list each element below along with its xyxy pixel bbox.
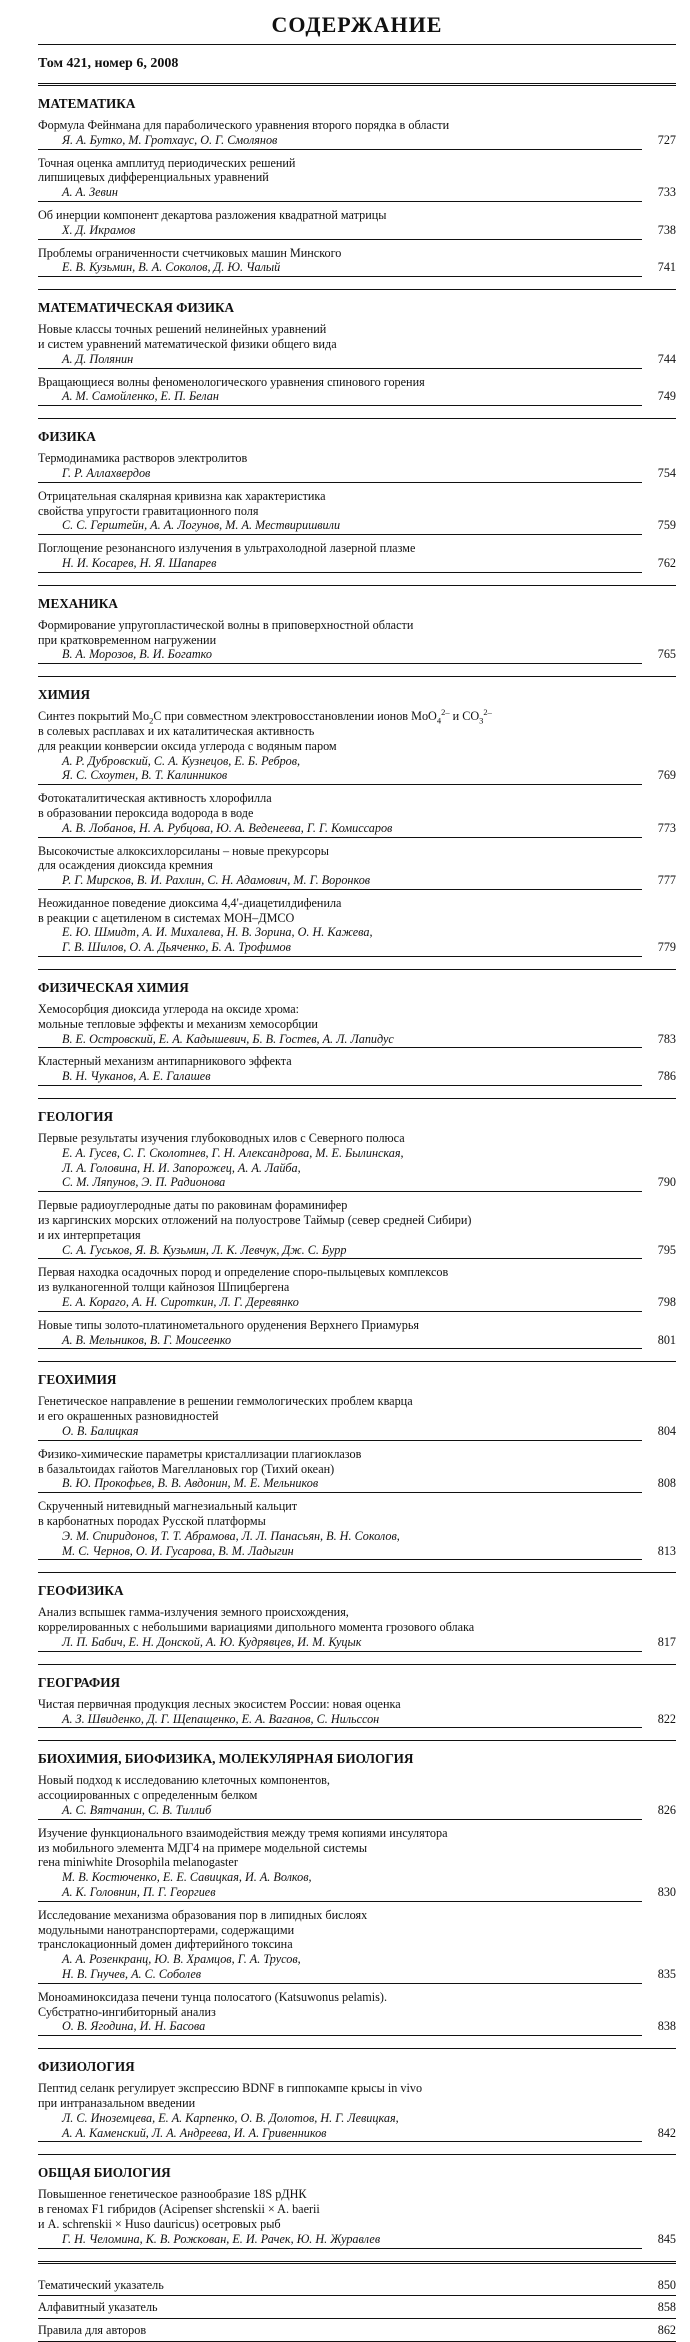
page-number[interactable]: 801 bbox=[657, 1332, 676, 1347]
page-number[interactable]: 738 bbox=[657, 222, 676, 237]
page-number[interactable]: 835 bbox=[657, 1966, 676, 1981]
article-authors: Я. А. Бутко, М. Гротхаус, О. Г. Смолянов bbox=[38, 133, 642, 150]
article-title[interactable]: Новые типы золото-платинометального оруденения Верхнего Приамурья bbox=[38, 1317, 420, 1332]
article-authors: Е. Ю. Шмидт, А. И. Михалева, Н. В. Зорина, О. Н. Кажева, Г. В. Шилов, О. А. Дьяченко, Б. А. Трофимов bbox=[38, 925, 642, 957]
page-number[interactable]: 765 bbox=[657, 647, 676, 662]
toc-section bbox=[38, 1741, 676, 2049]
article-title[interactable]: Вращающиеся волны феноменологического уравнения спинового горения bbox=[38, 374, 425, 389]
toc-entry[interactable] bbox=[38, 1447, 676, 1493]
article-title[interactable]: Формирование упругопластической волны в приповерхностной области при кратковременном нагружении bbox=[38, 617, 414, 647]
toc-entry[interactable] bbox=[38, 1002, 676, 1048]
page-number[interactable]: 808 bbox=[657, 1476, 676, 1491]
page-number[interactable]: 826 bbox=[657, 1802, 676, 1817]
toc-section bbox=[38, 1362, 676, 1573]
index-label: Правила для авторов bbox=[38, 2323, 147, 2338]
toc-entry[interactable] bbox=[38, 618, 676, 664]
index-label: Алфавитный указатель bbox=[38, 2300, 158, 2315]
article-title[interactable]: Кластерный механизм антипарникового эффекта bbox=[38, 1054, 292, 1069]
article-authors: А. М. Самойленко, Е. П. Белан bbox=[38, 389, 642, 406]
toc-entry[interactable] bbox=[38, 489, 676, 535]
page-number[interactable]: 845 bbox=[657, 2231, 676, 2246]
article-title[interactable]: Поглощение резонансного излучения в ультрахолодной лазерной плазме bbox=[38, 541, 416, 556]
article-authors: А. Д. Полянин bbox=[38, 352, 642, 369]
article-authors: Е. А. Гусев, С. Г. Сколотнев, Г. Н. Александрова, М. Е. Былинская, Л. А. Головина, Н. И. Запорожец, А. А. Лайба, С. М. Ляпунов, Э. П. Радионова bbox=[38, 1146, 642, 1192]
toc-entry[interactable] bbox=[38, 709, 676, 785]
article-authors: Л. С. Иноземцева, Е. А. Карпенко, О. В. Долотов, Н. Г. Левицкая, А. А. Каменский, Л. А. Андреева, И. А. Гривенников bbox=[38, 2111, 642, 2143]
index-link[interactable] bbox=[38, 2319, 676, 2342]
page-number[interactable]: 733 bbox=[657, 185, 676, 200]
section-title: ГЕОХИМИЯ bbox=[38, 1372, 117, 1388]
page-number[interactable]: 838 bbox=[657, 2019, 676, 2034]
article-title[interactable]: Первые результаты изучения глубоководных илов с Северного полюса bbox=[38, 1131, 405, 1146]
article-title[interactable]: Генетическое направление в решении геммологических проблем кварца и его окрашенных разновидностей bbox=[38, 1394, 413, 1424]
section-title: ФИЗИЧЕСКАЯ ХИМИЯ bbox=[38, 980, 189, 996]
toc-section bbox=[38, 86, 676, 290]
toc-section bbox=[38, 1099, 676, 1362]
toc-entry[interactable] bbox=[38, 118, 676, 150]
toc-section bbox=[38, 2049, 676, 2155]
article-title[interactable]: Пептид селанк регулирует экспрессию BDNF в гиппокампе крысы in vivo при интраназальном введении bbox=[38, 2081, 423, 2110]
section-title: ГЕОГРАФИЯ bbox=[38, 1674, 121, 1690]
title-fragment: 2 bbox=[149, 715, 154, 726]
article-title[interactable]: Изучение функционального взаимодействия между тремя копиями инсулятора из мобильного элемента МДГ4 на примере модельной системы гена miniwhite Drosophila melanogaster bbox=[38, 1825, 448, 1870]
article-title[interactable]: Новый подход к исследованию клеточных компонентов, ассоциированных с определенным белком bbox=[38, 1773, 330, 1803]
article-authors: А. В. Мельников, В. Г. Моисеенко bbox=[38, 1333, 642, 1350]
page-number[interactable]: 773 bbox=[657, 820, 676, 835]
article-authors: А. В. Лобанов, Н. А. Рубцова, Ю. А. Веденеева, Г. Г. Комиссаров bbox=[38, 821, 642, 838]
article-title[interactable]: Анализ вспышек гамма-излучения земного происхождения, коррелированных с небольшими вариациями дипольного момента грозового облака bbox=[38, 1605, 475, 1635]
page-number[interactable]: 777 bbox=[657, 873, 676, 888]
toc-entry[interactable] bbox=[38, 1990, 676, 2036]
article-title[interactable]: Термодинамика растворов электролитов bbox=[38, 451, 248, 466]
article-title[interactable]: Моноаминоксидаза печени тунца полосатого (Katsuwonus pelamis). Субстратно-ингибиторный анализ bbox=[38, 1989, 388, 2019]
page-number[interactable]: 759 bbox=[657, 518, 676, 533]
index-link[interactable] bbox=[38, 2274, 676, 2297]
page-number[interactable]: 822 bbox=[657, 1711, 676, 1726]
article-authors: Н. И. Косарев, Н. Я. Шапарев bbox=[38, 556, 642, 573]
article-title[interactable]: Первая находка осадочных пород и определение споро-пыльцевых комплексов из вулканогенной толщи кайнозоя Шпицбергена bbox=[38, 1265, 449, 1295]
section-title: МЕХАНИКА bbox=[38, 595, 118, 611]
title-fragment: в солевых расплавах и их каталитическая активность для реакции конверсии оксида углерода с водяным паром bbox=[38, 723, 337, 753]
article-authors: В. Е. Островский, Е. А. Кадышевич, Б. В. Гостев, А. Л. Лапидус bbox=[38, 1032, 642, 1049]
toc-entry[interactable] bbox=[38, 1499, 676, 1560]
section-title: ГЕОФИЗИКА bbox=[38, 1583, 124, 1599]
toc-section bbox=[38, 677, 676, 970]
page-number[interactable]: 769 bbox=[657, 768, 676, 783]
page-number[interactable]: 762 bbox=[657, 555, 676, 570]
index-link[interactable] bbox=[38, 2296, 676, 2319]
section-title: ГЕОЛОГИЯ bbox=[38, 1109, 114, 1125]
toc-entry[interactable] bbox=[38, 451, 676, 483]
article-authors: А. А. Розенкранц, Ю. В. Храмцов, Г. А. Трусов, Н. В. Гнучев, А. С. Соболев bbox=[38, 1952, 642, 1984]
page-number[interactable]: 817 bbox=[657, 1634, 676, 1649]
toc-entry[interactable] bbox=[38, 791, 676, 837]
article-title[interactable]: Об инерции компонент декартова разложения квадратной матрицы bbox=[38, 207, 387, 222]
article-title[interactable]: Отрицательная скалярная кривизна как характеристика свойства упругости гравитационного поля bbox=[38, 488, 326, 518]
toc-section bbox=[38, 419, 676, 586]
toc-entry[interactable] bbox=[38, 844, 676, 890]
article-authors: В. Ю. Прокофьев, В. В. Авдонин, М. Е. Мельников bbox=[38, 1476, 642, 1493]
toc-entry[interactable] bbox=[38, 1265, 676, 1311]
page-number[interactable]: 783 bbox=[657, 1031, 676, 1046]
title-fragment: 4 bbox=[436, 715, 442, 726]
article-title[interactable]: Новые классы точных решений нелинейных уравнений и систем уравнений математической физики общего вида bbox=[38, 322, 337, 351]
page-number[interactable]: 842 bbox=[657, 2125, 676, 2140]
toc-section bbox=[38, 2155, 676, 2263]
article-title[interactable]: Физико-химические параметры кристаллизации плагиоклазов в базальтоидах гайотов Магеллановых гор (Тихий океан) bbox=[38, 1446, 362, 1476]
title-fragment: и CO bbox=[449, 709, 480, 724]
toc-entry[interactable] bbox=[38, 208, 676, 240]
back-matter bbox=[38, 2264, 676, 2342]
section-title: МАТЕМАТИКА bbox=[38, 96, 136, 111]
article-title[interactable]: Чистая первичная продукция лесных экосистем России: новая оценка bbox=[38, 1696, 401, 1711]
page-number[interactable]: 813 bbox=[657, 1543, 676, 1558]
article-authors: О. В. Ягодина, И. Н. Басова bbox=[38, 2019, 642, 2036]
section-title: ФИЗИКА bbox=[38, 429, 96, 445]
article-authors: Х. Д. Икрамов bbox=[38, 223, 642, 240]
toc-entry[interactable] bbox=[38, 1394, 676, 1440]
section-title: МАТЕМАТИЧЕСКАЯ ФИЗИКА bbox=[38, 300, 235, 316]
article-authors: А. З. Швиденко, Д. Г. Щепащенко, Е. А. Ваганов, С. Нильссон bbox=[38, 1712, 642, 1729]
article-authors: Е. В. Кузьмин, В. А. Соколов, Д. Ю. Чалый bbox=[38, 260, 642, 277]
page-number[interactable]: 858 bbox=[657, 2300, 676, 2315]
article-authors: А. А. Зевин bbox=[38, 185, 642, 202]
toc-section bbox=[38, 970, 676, 1099]
page-title: СОДЕРЖАНИЕ bbox=[271, 12, 443, 37]
page-number[interactable]: 798 bbox=[657, 1295, 676, 1310]
toc-entry[interactable] bbox=[38, 1318, 676, 1350]
toc-entry[interactable] bbox=[38, 1054, 676, 1086]
toc-entry[interactable] bbox=[38, 2081, 676, 2142]
toc-entry[interactable] bbox=[38, 1697, 676, 1729]
title-fragment: Синтез покрытий Mo bbox=[38, 709, 150, 724]
section-title: ХИМИЯ bbox=[38, 687, 91, 703]
page-number[interactable]: 754 bbox=[657, 465, 676, 480]
toc-entry[interactable] bbox=[38, 2187, 676, 2248]
page-number[interactable]: 790 bbox=[657, 1175, 676, 1190]
toc-entry[interactable] bbox=[38, 896, 676, 957]
article-authors: Г. Н. Челомина, К. В. Рожкован, Е. И. Рачек, Ю. Н. Журавлев bbox=[38, 2232, 642, 2249]
toc-entry[interactable] bbox=[38, 1605, 676, 1651]
toc-entry[interactable] bbox=[38, 246, 676, 278]
article-authors: В. Н. Чуканов, А. Е. Галашев bbox=[38, 1069, 642, 1086]
page-number[interactable]: 830 bbox=[657, 1884, 676, 1899]
article-authors: В. А. Морозов, В. И. Богатко bbox=[38, 647, 642, 664]
article-authors: Е. А. Корагo, А. Н. Сироткин, Л. Г. Деревянко bbox=[38, 1295, 642, 1312]
article-authors: О. В. Балицкая bbox=[38, 1424, 642, 1441]
article-title[interactable]: Неожиданное поведение диоксима 4,4'-диацетилдифенила в реакции с ацетиленом в системах МОН–ДМСО bbox=[38, 895, 342, 925]
article-title[interactable]: Проблемы ограниченности счетчиковых машин Минского bbox=[38, 245, 342, 260]
toc-entry[interactable] bbox=[38, 1826, 676, 1902]
title-fragment: 3 bbox=[479, 715, 484, 726]
page-number[interactable]: 786 bbox=[657, 1069, 676, 1084]
page-number[interactable]: 741 bbox=[657, 260, 676, 275]
toc-entry[interactable] bbox=[38, 1908, 676, 1984]
title-fragment: 2– bbox=[483, 707, 492, 718]
toc-section bbox=[38, 1665, 676, 1742]
page-number[interactable]: 804 bbox=[657, 1424, 676, 1439]
article-title[interactable]: Точная оценка амплитуд периодических решений липшицевых дифференциальных уравнений bbox=[38, 155, 296, 185]
article-title[interactable]: Фотокаталитическая активность хлорофилла в образовании пероксида водорода в воде bbox=[38, 791, 272, 820]
title-fragment: C при совместном электровосстановлении ионов MoO bbox=[153, 709, 437, 724]
article-authors: А. Р. Дубровский, С. А. Кузнецов, Е. Б. Ребров, Я. С. Схоутен, В. Т. Калинников bbox=[38, 754, 642, 786]
article-authors: А. С. Вятчанин, С. В. Тиллиб bbox=[38, 1803, 642, 1820]
page-number[interactable]: 744 bbox=[657, 351, 676, 366]
toc-section bbox=[38, 586, 676, 677]
toc-entry[interactable] bbox=[38, 1131, 676, 1192]
toc-entry[interactable] bbox=[38, 541, 676, 573]
page-number[interactable]: 862 bbox=[657, 2323, 676, 2338]
article-title[interactable]: Высокочистые алкоксихлорсиланы – новые прекурсоры для осаждения диоксида кремния bbox=[38, 843, 329, 873]
article-authors: С. С. Герштейн, А. А. Логунов, М. А. Мествиришвили bbox=[38, 518, 642, 535]
article-title[interactable]: Первые радиоуглеродные даты по раковинам фораминифер из каргинских морских отложений на полуострове Таймыр (север средней Сибири) и их интерпретация bbox=[38, 1198, 472, 1242]
title-rule bbox=[38, 44, 676, 45]
section-title: БИОХИМИЯ, БИОФИЗИКА, МОЛЕКУЛЯРНАЯ БИОЛОГИЯ bbox=[38, 1751, 414, 1767]
section-title: ФИЗИОЛОГИЯ bbox=[38, 2059, 135, 2075]
article-authors: М. В. Костюченко, Е. Е. Савицкая, И. А. Волков, А. К. Головнин, П. Г. Георгиев bbox=[38, 1870, 642, 1902]
page-number[interactable]: 779 bbox=[657, 940, 676, 955]
page-number[interactable]: 795 bbox=[657, 1242, 676, 1257]
article-authors: Э. М. Спиридонов, Т. Т. Абрамова, Л. Л. Панасьян, В. Н. Соколов, М. С. Чернов, О. И. Гусарова, В. М. Ладыгин bbox=[38, 1529, 642, 1561]
page-number[interactable]: 749 bbox=[657, 389, 676, 404]
sections-container bbox=[38, 86, 676, 2264]
article-title[interactable] bbox=[38, 709, 642, 753]
toc-entry[interactable] bbox=[38, 1198, 676, 1259]
article-authors: Р. Г. Мирсков, В. И. Рахлин, С. Н. Адамович, М. Г. Воронков bbox=[38, 873, 642, 890]
index-label: Тематический указатель bbox=[38, 2277, 164, 2292]
article-authors: Г. Р. Аллахвердов bbox=[38, 466, 642, 483]
toc-entry[interactable] bbox=[38, 1773, 676, 1819]
toc-entry[interactable] bbox=[38, 156, 676, 202]
page-number[interactable]: 850 bbox=[657, 2277, 676, 2292]
toc-entry[interactable] bbox=[38, 322, 676, 368]
toc-section bbox=[38, 290, 676, 419]
toc-entry[interactable] bbox=[38, 375, 676, 407]
article-title[interactable]: Повышенное генетическое разнообразие 18S рДНК в геномах F1 гибридов (Acipenser shcrenskii × A. baerii и A. schrenskii × Huso dauricus) осетровых рыб bbox=[38, 2187, 320, 2231]
article-title[interactable]: Хемосорбция диоксида углерода на оксиде хрома: мольные тепловые эффекты и механизм хемосорбции bbox=[38, 1002, 318, 1031]
article-authors: Л. П. Бабич, Е. Н. Донской, А. Ю. Кудрявцев, И. М. Куцык bbox=[38, 1635, 642, 1652]
section-title: ОБЩАЯ БИОЛОГИЯ bbox=[38, 2165, 171, 2181]
page-number[interactable]: 727 bbox=[657, 132, 676, 147]
article-authors: С. А. Гуськов, Я. В. Кузьмин, Л. К. Левчук, Дж. С. Бурр bbox=[38, 1243, 642, 1260]
article-title[interactable]: Исследование механизма образования пор в липидных бислоях модульными нанотранспортерами, содержащими транслокационный домен дифтерийного токсина bbox=[38, 1907, 368, 1952]
title-fragment: 2– bbox=[441, 707, 450, 718]
issue-line: Том 421, номер 6, 2008 bbox=[38, 56, 179, 71]
toc-section bbox=[38, 1573, 676, 1664]
article-title[interactable]: Формула Фейнмана для параболического уравнения второго порядка в области bbox=[38, 118, 450, 132]
article-title[interactable]: Скрученный нитевидный магнезиальный кальцит в карбонатных породах Русской платформы bbox=[38, 1499, 298, 1528]
